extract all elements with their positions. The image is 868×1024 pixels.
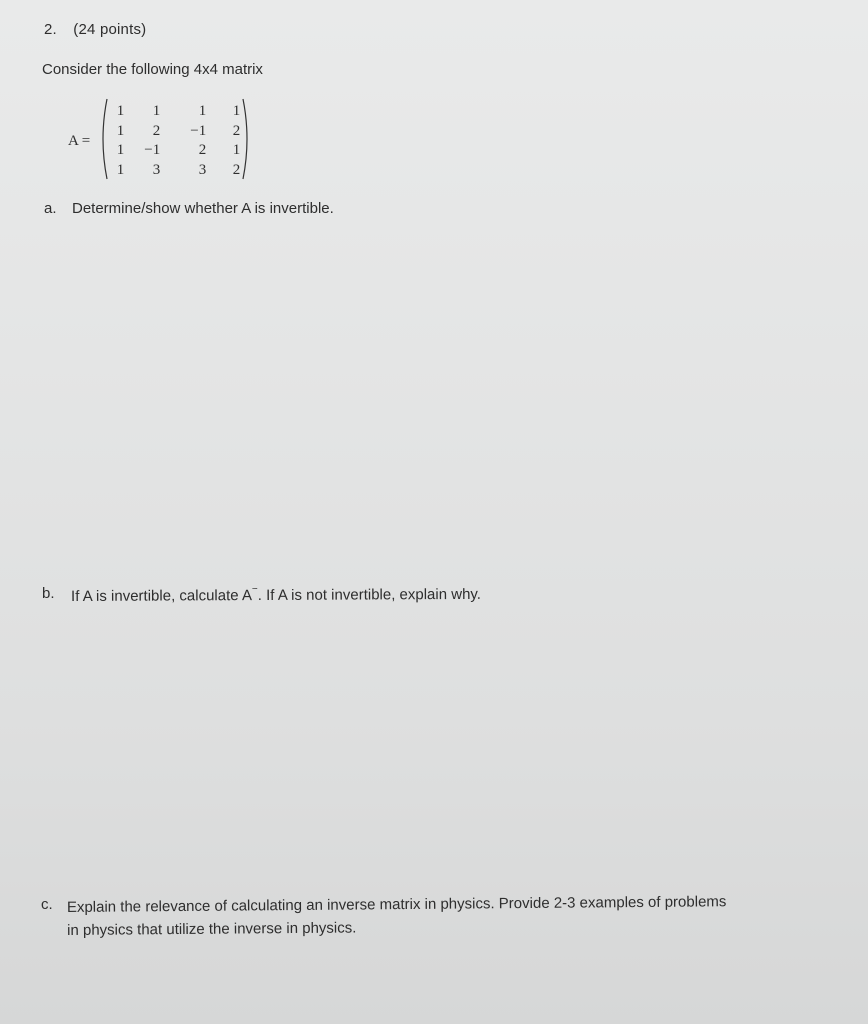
left-parenthesis [98, 98, 108, 185]
matrix-row [110, 141, 240, 161]
part-b-text [71, 585, 481, 605]
matrix-cell: 1 [116, 142, 125, 159]
matrix-cell: 1 [116, 103, 125, 120]
matrix-cell: 1 [232, 142, 241, 159]
part-b-text-before: If A is invertible, calculate A [70, 587, 252, 605]
question-points: (24 points) [73, 21, 147, 38]
part-b-text-after: . If A is not invertible, explain why. [257, 585, 481, 605]
matrix-cell: −1 [144, 142, 161, 159]
matrix-cell: 2 [232, 122, 241, 139]
matrix-cell: 3 [198, 161, 207, 178]
matrix-cell: 1 [152, 103, 161, 120]
part-b-letter: b. [42, 585, 55, 602]
matrix-row [110, 122, 240, 142]
question-intro: Consider the following 4x4 matrix [42, 61, 263, 78]
part-c-line-2: in physics that utilize the inverse in physics. [67, 919, 357, 939]
matrix-display [68, 101, 252, 181]
matrix-row [110, 102, 240, 122]
matrix-cell: 1 [116, 161, 125, 178]
question-header [44, 21, 146, 38]
matrix-cell: 2 [152, 122, 161, 139]
part-c-text [67, 890, 727, 942]
part-a-text: Determine/show whether A is invertible. [72, 200, 334, 217]
matrix-cell: 2 [232, 161, 241, 178]
matrix-cell: 1 [116, 122, 125, 139]
part-c-letter: c. [41, 896, 53, 913]
matrix-cell: 1 [232, 103, 241, 120]
part-a-letter: a. [44, 200, 57, 217]
matrix-cell: −1 [190, 122, 207, 139]
matrix-cell: 1 [198, 103, 207, 120]
inverse-superscript: − [251, 584, 258, 596]
question-number: 2. [44, 21, 57, 38]
part-c-line-1: Explain the relevance of calculating an inverse matrix in physics. Provide 2-3 examples of problems [66, 893, 727, 917]
matrix-row [110, 161, 240, 181]
matrix-label: A = [68, 132, 91, 149]
matrix-cell: 2 [198, 142, 207, 159]
matrix-grid [110, 102, 240, 180]
matrix-cell: 3 [152, 161, 161, 178]
right-parenthesis [242, 98, 252, 185]
